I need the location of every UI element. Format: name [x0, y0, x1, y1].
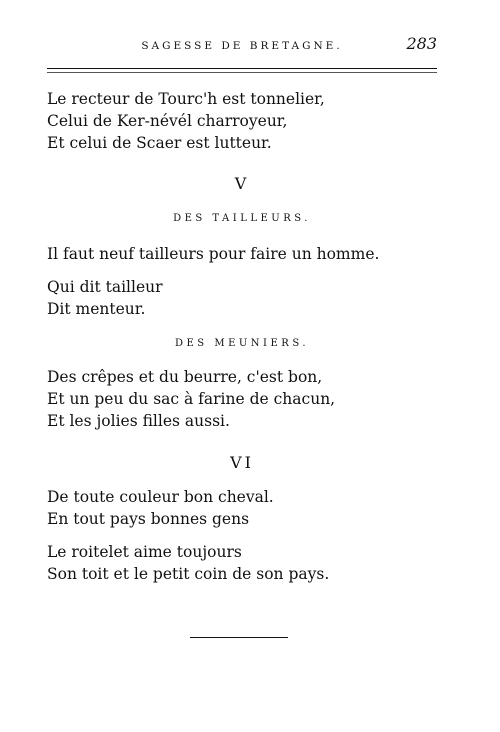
section-numeral-v: V — [234, 174, 250, 193]
line-tailleurs — [47, 243, 379, 265]
running-title: SAGESSE DE BRETAGNE. — [141, 40, 343, 52]
verse-line: Des crêpes et du beurre, c'est bon, — [47, 368, 323, 386]
verse-line: Et les jolies filles aussi. — [47, 412, 230, 430]
verse-line: Celui de Ker-névél charroyeur, — [47, 112, 288, 130]
header-rule — [47, 68, 437, 69]
verse-line: Qui dit tailleur — [47, 278, 163, 296]
verse-line: Son toit et le petit coin de son pays. — [47, 565, 330, 583]
verse-line: En tout pays bonnes gens — [47, 510, 250, 528]
stanza-recteurs — [47, 88, 325, 154]
couplet-cheval — [47, 486, 274, 530]
verse-line: Dit menteur. — [47, 300, 146, 318]
header-rule-thin — [47, 72, 437, 73]
verse-line: Et celui de Scaer est lutteur. — [47, 134, 272, 152]
verse-line: Le recteur de Tourc'h est tonnelier, — [47, 90, 325, 108]
end-rule — [190, 637, 288, 638]
section-heading-tailleurs: DES TAILLEURS. — [173, 213, 311, 224]
page-number: 283 — [406, 34, 437, 53]
section-numeral-vi: VI — [230, 453, 254, 472]
verse-line: De toute couleur bon cheval. — [47, 488, 274, 506]
verse-line: Le roitelet aime toujours — [47, 543, 242, 561]
stanza-meuniers — [47, 366, 335, 432]
running-head — [47, 34, 437, 54]
section-heading-meuniers: DES MEUNIERS. — [174, 338, 309, 349]
verse-line: Il faut neuf tailleurs pour faire un homme. — [47, 245, 380, 263]
couplet-roitelet — [47, 541, 329, 585]
verse-line: Et un peu du sac à farine de chacun, — [47, 390, 336, 408]
couplet-tailleur — [47, 276, 163, 320]
